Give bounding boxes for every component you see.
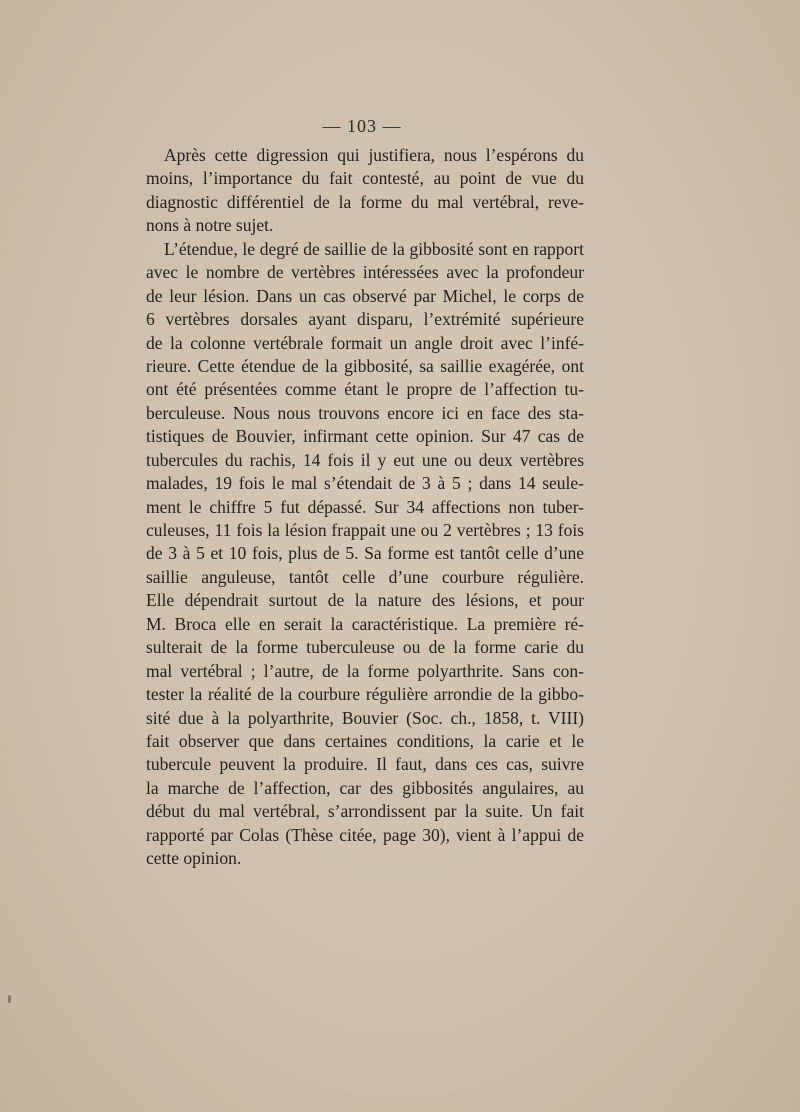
- text-line: diagnostic différentiel de la forme du mal vertébral, reve-: [146, 191, 584, 212]
- text-line: fait observer que dans certaines conditions, la carie et le: [146, 730, 584, 751]
- text-line: mal vertébral ; l’autre, de la forme polyarthrite. Sans con-: [146, 660, 584, 681]
- text-line: début du mal vertébral, s’arrondissent par la suite. Un fait: [146, 801, 584, 822]
- text-line: tubercules du rachis, 14 fois il y eut une ou deux vertèbres: [146, 449, 584, 470]
- text-line: de 3 à 5 et 10 fois, plus de 5. Sa forme est tantôt celle d’une: [146, 543, 584, 564]
- text-line: la marche de l’affection, car des gibbosités angulaires, au: [146, 777, 584, 798]
- text-line: cette opinion.: [146, 848, 242, 869]
- text-line: sité due à la polyarthrite, Bouvier (Soc. ch., 1858, t. VIII): [146, 707, 584, 728]
- text-line: tubercule peuvent la produire. Il faut, dans ces cas, suivre: [146, 754, 584, 775]
- text-line: nons à notre sujet.: [146, 215, 274, 236]
- text-line: ment le chiffre 5 fut dépassé. Sur 34 affections non tuber-: [146, 496, 584, 517]
- text-line: malades, 19 fois le mal s’étendait de 3 à 5 ; dans 14 seule-: [146, 473, 584, 494]
- text-line: L’étendue, le degré de saillie de la gibbosité sont en rapport: [164, 238, 584, 259]
- text-line: berculeuse. Nous nous trouvons encore ici en face des sta-: [146, 402, 584, 423]
- text-line: rieure. Cette étendue de la gibbosité, sa saillie exagérée, ont: [146, 355, 584, 376]
- paper-mark: [8, 995, 11, 1003]
- text-line: Après cette digression qui justifiera, nous l’espérons du: [164, 145, 584, 165]
- text-line: tester la réalité de la courbure régulière arrondie de la gibbo-: [146, 684, 584, 705]
- text-line: ont été présentées comme étant le propre de l’affection tu-: [146, 379, 584, 400]
- text-line: culeuses, 11 fois la lésion frappait une ou 2 vertèbres ; 13 fois: [146, 520, 584, 540]
- text-line: Elle dépendrait surtout de la nature des lésions, et pour: [146, 590, 584, 611]
- text-line: sulterait de la forme tuberculeuse ou de la forme carie du: [146, 637, 584, 658]
- text-line: avec le nombre de vertèbres intéressées avec la profondeur: [146, 262, 584, 283]
- text-line: moins, l’importance du fait contesté, au point de vue du: [146, 168, 584, 189]
- text-line: rapporté par Colas (Thèse citée, page 30), vient à l’appui de: [146, 824, 584, 845]
- text-line: de la colonne vertébrale formait un angle droit avec l’infé-: [146, 332, 584, 353]
- text-line: de leur lésion. Dans un cas observé par Michel, le corps de: [146, 285, 584, 306]
- body-text: [146, 144, 584, 871]
- text-line: 6 vertèbres dorsales ayant disparu, l’extrémité supérieure: [146, 309, 584, 330]
- text-line: saillie anguleuse, tantôt celle d’une courbure régulière.: [146, 566, 584, 587]
- text-line: M. Broca elle en serait la caractéristique. La première ré-: [146, 613, 584, 634]
- text-line: tistiques de Bouvier, infirmant cette opinion. Sur 47 cas de: [146, 426, 584, 447]
- page-number: — 103 —: [322, 116, 402, 136]
